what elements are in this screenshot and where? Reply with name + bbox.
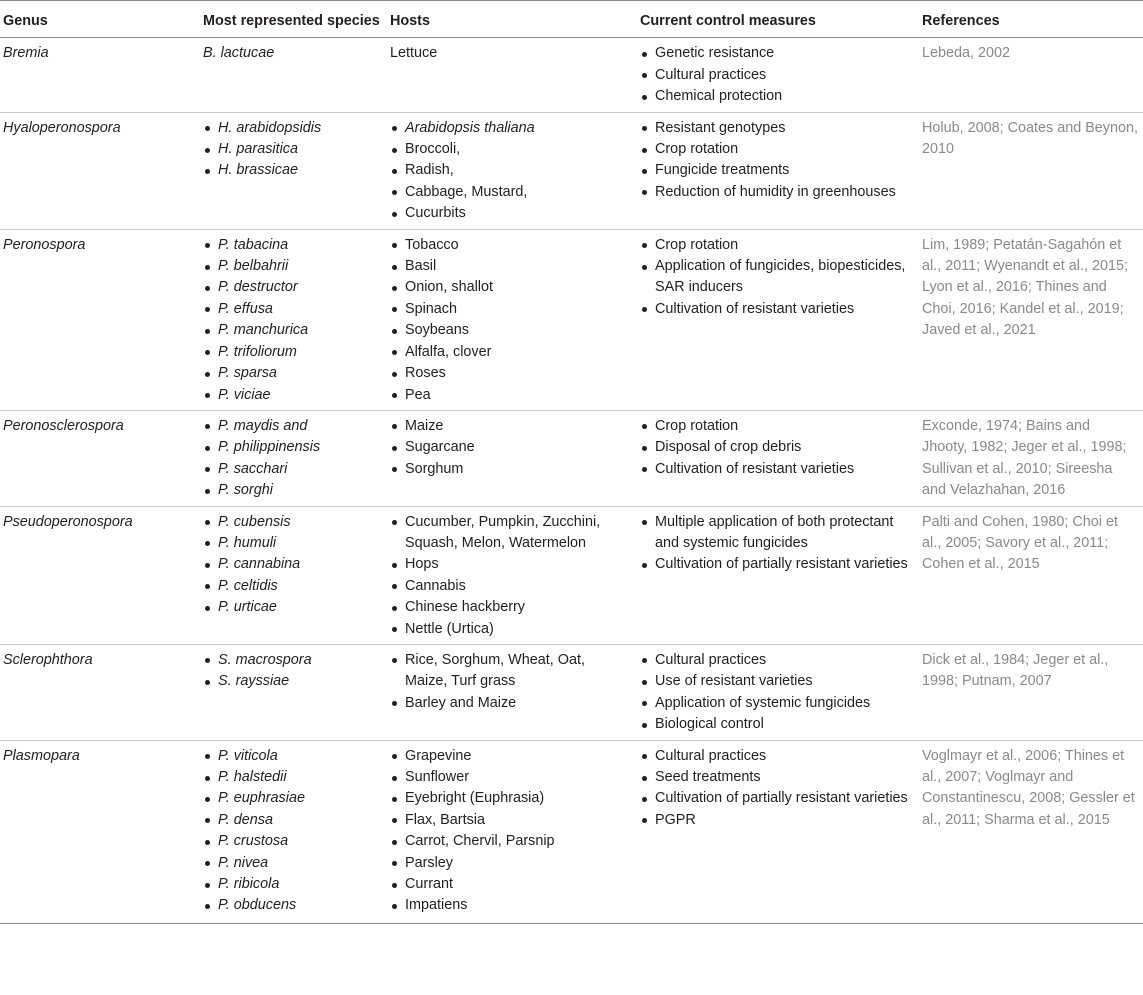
list-item: Onion, shallot bbox=[390, 277, 631, 298]
control-list bbox=[640, 43, 913, 107]
list-item: Multiple application of both protectant and systemic fungicides bbox=[640, 512, 913, 555]
control-list bbox=[640, 416, 913, 480]
list-item: Crop rotation bbox=[640, 235, 913, 256]
references-cell: Lim, 1989; Petatán-Sagahón et al., 2011; Wyenandt et al., 2015; Lyon et al., 2016; Thines and Choi, 2016; Kandel et al., 2019; Javed et al., 2021 bbox=[917, 229, 1143, 410]
list-item: Use of resistant varieties bbox=[640, 671, 913, 692]
genus-cell: Hyaloperonospora bbox=[0, 112, 198, 229]
references-cell: Holub, 2008; Coates and Beynon, 2010 bbox=[917, 112, 1143, 229]
list-item: H. parasitica bbox=[203, 139, 381, 160]
list-item: Spinach bbox=[390, 299, 631, 320]
list-item: Sunflower bbox=[390, 767, 631, 788]
species-cell bbox=[198, 740, 385, 923]
list-item: Alfalfa, clover bbox=[390, 342, 631, 363]
list-item: Sugarcane bbox=[390, 437, 631, 458]
species-cell bbox=[198, 644, 385, 740]
list-item: P. belbahrii bbox=[203, 256, 381, 277]
list-item: S. macrospora bbox=[203, 650, 381, 671]
list-item: Parsley bbox=[390, 853, 631, 874]
references-cell: Voglmayr et al., 2006; Thines et al., 2007; Voglmayr and Constantinescu, 2008; Gessler et al., 2011; Sharma et al., 2015 bbox=[917, 740, 1143, 923]
genus-cell: Plasmopara bbox=[0, 740, 198, 923]
genus-cell: Peronosclerospora bbox=[0, 410, 198, 506]
list-item: P. sparsa bbox=[203, 363, 381, 384]
list-item: Tobacco bbox=[390, 235, 631, 256]
control-cell bbox=[635, 740, 917, 923]
list-item: Fungicide treatments bbox=[640, 160, 913, 181]
hosts-cell bbox=[385, 644, 635, 740]
list-item: Barley and Maize bbox=[390, 693, 631, 714]
list-item: P. philippinensis bbox=[203, 437, 381, 458]
list-item: Reduction of humidity in greenhouses bbox=[640, 182, 913, 203]
list-item: P. obducens bbox=[203, 895, 381, 916]
hosts-cell bbox=[385, 740, 635, 923]
references-cell: Dick et al., 1984; Jeger et al., 1998; Putnam, 2007 bbox=[917, 644, 1143, 740]
species-cell bbox=[198, 229, 385, 410]
list-item: Flax, Bartsia bbox=[390, 810, 631, 831]
list-item: Pea bbox=[390, 385, 631, 406]
hosts-list bbox=[390, 746, 631, 917]
hosts-list bbox=[390, 650, 631, 714]
species-cell bbox=[198, 410, 385, 506]
header-species: Most represented species bbox=[198, 1, 385, 38]
control-cell bbox=[635, 506, 917, 644]
control-list bbox=[640, 512, 913, 576]
list-item: Application of systemic fungicides bbox=[640, 693, 913, 714]
table-row bbox=[0, 740, 1143, 923]
list-item: Basil bbox=[390, 256, 631, 277]
header-hosts: Hosts bbox=[385, 1, 635, 38]
list-item: P. humuli bbox=[203, 533, 381, 554]
species-list bbox=[203, 512, 381, 619]
header-genus: Genus bbox=[0, 1, 198, 38]
list-item: P. effusa bbox=[203, 299, 381, 320]
references-cell: Palti and Cohen, 1980; Choi et al., 2005; Savory et al., 2011; Cohen et al., 2015 bbox=[917, 506, 1143, 644]
hosts-cell bbox=[385, 506, 635, 644]
list-item: P. viciae bbox=[203, 385, 381, 406]
table-row bbox=[0, 644, 1143, 740]
hosts-cell bbox=[385, 410, 635, 506]
list-item: Cultivation of partially resistant varieties bbox=[640, 554, 913, 575]
genus-cell: Sclerophthora bbox=[0, 644, 198, 740]
hosts-list bbox=[390, 118, 631, 225]
list-item: Cultivation of resistant varieties bbox=[640, 459, 913, 480]
list-item: Cultural practices bbox=[640, 650, 913, 671]
hosts-list bbox=[390, 512, 631, 640]
list-item: Arabidopsis thaliana bbox=[390, 118, 631, 139]
control-list bbox=[640, 746, 913, 832]
list-item: P. tabacina bbox=[203, 235, 381, 256]
list-item: Seed treatments bbox=[640, 767, 913, 788]
list-item: P. halstedii bbox=[203, 767, 381, 788]
list-item: Roses bbox=[390, 363, 631, 384]
table-row bbox=[0, 229, 1143, 410]
list-item: Disposal of crop debris bbox=[640, 437, 913, 458]
list-item: P. densa bbox=[203, 810, 381, 831]
species-list bbox=[203, 746, 381, 917]
hosts-list bbox=[390, 416, 631, 480]
control-cell bbox=[635, 410, 917, 506]
list-item: Grapevine bbox=[390, 746, 631, 767]
header-references: References bbox=[917, 1, 1143, 38]
list-item: P. urticae bbox=[203, 597, 381, 618]
list-item: Biological control bbox=[640, 714, 913, 735]
list-item: Hops bbox=[390, 554, 631, 575]
list-item: P. sacchari bbox=[203, 459, 381, 480]
list-item: Cultivation of resistant varieties bbox=[640, 299, 913, 320]
list-item: Resistant genotypes bbox=[640, 118, 913, 139]
list-item: PGPR bbox=[640, 810, 913, 831]
genus-cell: Bremia bbox=[0, 38, 198, 112]
list-item: Cultivation of partially resistant varieties bbox=[640, 788, 913, 809]
table-row bbox=[0, 410, 1143, 506]
species-list bbox=[203, 235, 381, 406]
list-item: P. euphrasiae bbox=[203, 788, 381, 809]
list-item: Chinese hackberry bbox=[390, 597, 631, 618]
list-item: P. sorghi bbox=[203, 480, 381, 501]
species-cell bbox=[198, 112, 385, 229]
list-item: P. nivea bbox=[203, 853, 381, 874]
list-item: Impatiens bbox=[390, 895, 631, 916]
species-list bbox=[203, 416, 381, 502]
species-list bbox=[203, 118, 381, 182]
control-cell bbox=[635, 112, 917, 229]
header-control: Current control measures bbox=[635, 1, 917, 38]
control-list bbox=[640, 118, 913, 204]
hosts-cell: Lettuce bbox=[385, 38, 635, 112]
list-item: P. ribicola bbox=[203, 874, 381, 895]
list-item: Broccoli, bbox=[390, 139, 631, 160]
control-list bbox=[640, 235, 913, 321]
table-row bbox=[0, 506, 1143, 644]
list-item: Currant bbox=[390, 874, 631, 895]
list-item: P. trifoliorum bbox=[203, 342, 381, 363]
list-item: Carrot, Chervil, Parsnip bbox=[390, 831, 631, 852]
references-cell: Lebeda, 2002 bbox=[917, 38, 1143, 112]
list-item: H. brassicae bbox=[203, 160, 381, 181]
list-item: Cultural practices bbox=[640, 746, 913, 767]
header-row bbox=[0, 1, 1143, 38]
list-item: Rice, Sorghum, Wheat, Oat, Maize, Turf grass bbox=[390, 650, 631, 693]
species-cell bbox=[198, 506, 385, 644]
list-item: S. rayssiae bbox=[203, 671, 381, 692]
list-item: Eyebright (Euphrasia) bbox=[390, 788, 631, 809]
genus-cell: Peronospora bbox=[0, 229, 198, 410]
list-item: Cultural practices bbox=[640, 65, 913, 86]
list-item: P. manchurica bbox=[203, 320, 381, 341]
list-item: Sorghum bbox=[390, 459, 631, 480]
table-row bbox=[0, 112, 1143, 229]
control-cell bbox=[635, 38, 917, 112]
list-item: Crop rotation bbox=[640, 139, 913, 160]
list-item: H. arabidopsidis bbox=[203, 118, 381, 139]
hosts-list bbox=[390, 235, 631, 406]
list-item: P. maydis and bbox=[203, 416, 381, 437]
list-item: P. destructor bbox=[203, 277, 381, 298]
list-item: P. viticola bbox=[203, 746, 381, 767]
hosts-cell bbox=[385, 229, 635, 410]
list-item: Chemical protection bbox=[640, 86, 913, 107]
list-item: P. crustosa bbox=[203, 831, 381, 852]
list-item: Crop rotation bbox=[640, 416, 913, 437]
list-item: Nettle (Urtica) bbox=[390, 619, 631, 640]
list-item: Soybeans bbox=[390, 320, 631, 341]
list-item: Radish, bbox=[390, 160, 631, 181]
control-cell bbox=[635, 644, 917, 740]
genus-cell: Pseudoperonospora bbox=[0, 506, 198, 644]
list-item: P. celtidis bbox=[203, 576, 381, 597]
species-cell: B. lactucae bbox=[198, 38, 385, 112]
list-item: Maize bbox=[390, 416, 631, 437]
list-item: Cucurbits bbox=[390, 203, 631, 224]
hosts-cell bbox=[385, 112, 635, 229]
list-item: Cannabis bbox=[390, 576, 631, 597]
list-item: Genetic resistance bbox=[640, 43, 913, 64]
list-item: P. cannabina bbox=[203, 554, 381, 575]
control-list bbox=[640, 650, 913, 736]
control-cell bbox=[635, 229, 917, 410]
list-item: Cucumber, Pumpkin, Zucchini, Squash, Melon, Watermelon bbox=[390, 512, 631, 555]
list-item: Cabbage, Mustard, bbox=[390, 182, 631, 203]
table-row bbox=[0, 38, 1143, 112]
list-item: P. cubensis bbox=[203, 512, 381, 533]
list-item: Application of fungicides, biopesticides, SAR inducers bbox=[640, 256, 913, 299]
species-list bbox=[203, 650, 381, 693]
references-cell: Exconde, 1974; Bains and Jhooty, 1982; Jeger et al., 1998; Sullivan et al., 2010; Sireesha and Velazhahan, 2016 bbox=[917, 410, 1143, 506]
